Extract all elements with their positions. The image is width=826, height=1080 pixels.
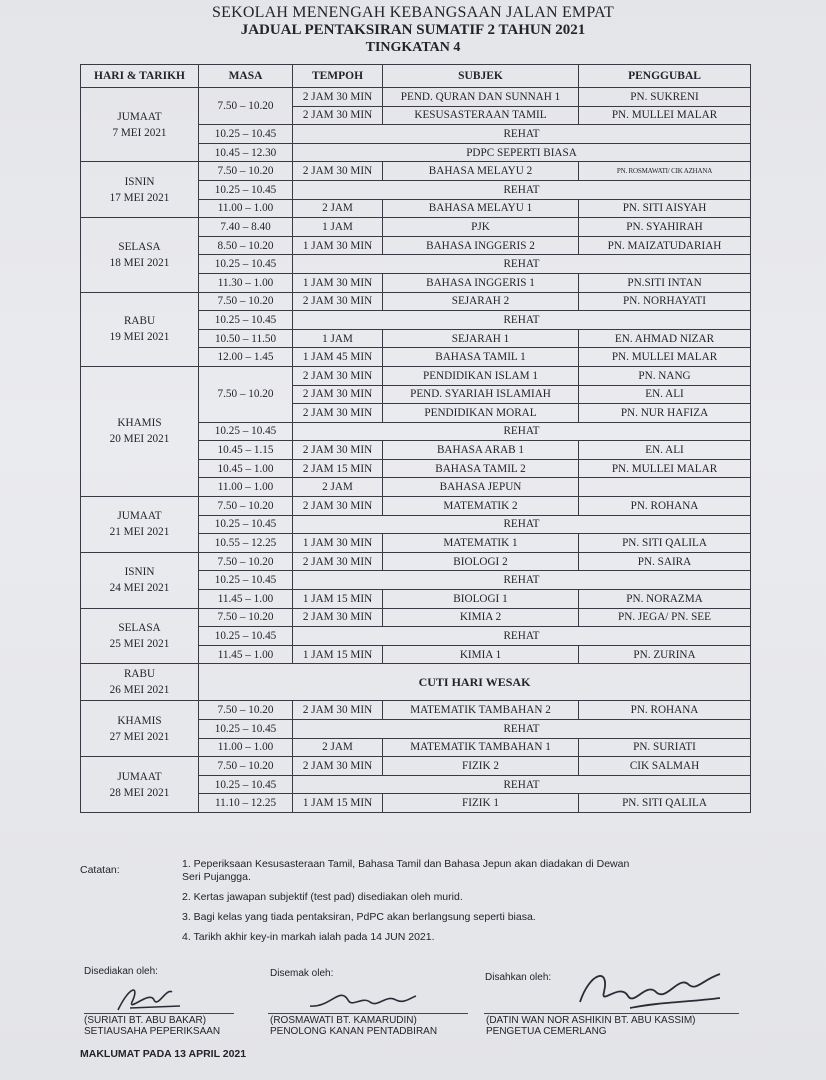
signature-mark-icon bbox=[110, 980, 190, 1020]
signatory-role: PENOLONG KANAN PENTADBIRAN bbox=[270, 1026, 438, 1037]
note-item: 2. Kertas jawapan subjektif (test pad) disediakan oleh murid. bbox=[182, 891, 463, 903]
note-item: 3. Bagi kelas yang tiada pentaksiran, PdPC akan berlangsung seperti biasa. bbox=[182, 911, 536, 923]
table-row bbox=[81, 162, 751, 181]
setter-cell: EN. ALI bbox=[579, 441, 751, 460]
signature-label: Disahkan oleh: bbox=[485, 972, 552, 983]
subject-cell: BAHASA TAMIL 1 bbox=[383, 348, 579, 367]
duration-cell: 2 JAM 30 MIN bbox=[293, 497, 383, 516]
day-date-cell bbox=[81, 366, 199, 496]
signatory-approved bbox=[486, 1015, 695, 1037]
school-name: SEKOLAH MENENGAH KEBANGSAAN JALAN EMPAT bbox=[212, 4, 614, 21]
subject-cell: PEND. SYARIAH ISLAMIAH bbox=[383, 385, 579, 404]
table-row bbox=[81, 701, 751, 720]
day-date-cell bbox=[81, 218, 199, 292]
duration-cell: 1 JAM 15 MIN bbox=[293, 645, 383, 664]
duration-cell: 2 JAM 30 MIN bbox=[293, 757, 383, 776]
signatory-name: (DATIN WAN NOR ASHIKIN BT. ABU KASSIM) bbox=[486, 1015, 696, 1026]
column-header: HARI & TARIKH bbox=[81, 65, 199, 88]
table-row bbox=[81, 608, 751, 627]
setter-cell bbox=[579, 478, 751, 497]
time-cell: 7.50 – 10.20 bbox=[199, 292, 293, 311]
setter-cell: PN. NORHAYATI bbox=[579, 292, 751, 311]
setter-cell: PN. NANG bbox=[579, 366, 751, 385]
setter-cell: PN. JEGA/ PN. SEE bbox=[579, 608, 751, 627]
note-cell: REHAT bbox=[293, 180, 751, 199]
note-cell: REHAT bbox=[293, 255, 751, 274]
subject-cell: BAHASA ARAB 1 bbox=[383, 441, 579, 460]
notes-list bbox=[182, 858, 642, 951]
table-row bbox=[81, 552, 751, 571]
subject-cell: PENDIDIKAN ISLAM 1 bbox=[383, 366, 579, 385]
time-cell: 10.50 – 11.50 bbox=[199, 329, 293, 348]
duration-cell: 2 JAM 30 MIN bbox=[293, 441, 383, 460]
signature-mark-icon bbox=[570, 962, 730, 1017]
time-cell: 10.25 – 10.45 bbox=[199, 571, 293, 590]
day-date-cell bbox=[81, 701, 199, 757]
note-cell: REHAT bbox=[293, 720, 751, 739]
subject-cell: BIOLOGI 1 bbox=[383, 590, 579, 609]
day-name: JUMAAT bbox=[117, 510, 162, 523]
time-cell: 10.25 – 10.45 bbox=[199, 311, 293, 330]
time-cell: 8.50 – 10.20 bbox=[199, 236, 293, 255]
column-header: TEMPOH bbox=[293, 65, 383, 88]
subject-cell: MATEMATIK TAMBAHAN 1 bbox=[383, 738, 579, 757]
setter-cell: EN. ALI bbox=[579, 385, 751, 404]
column-header: SUBJEK bbox=[383, 65, 579, 88]
signature-line bbox=[484, 1013, 739, 1014]
note-cell: REHAT bbox=[293, 515, 751, 534]
time-cell: 11.00 – 1.00 bbox=[199, 199, 293, 218]
setter-cell: PN. MULLEI MALAR bbox=[579, 106, 751, 125]
time-cell: 11.30 – 1.00 bbox=[199, 273, 293, 292]
date-text: 7 MEI 2021 bbox=[112, 126, 167, 139]
time-cell: 7.50 – 10.20 bbox=[199, 757, 293, 776]
day-name: ISNIN bbox=[124, 175, 155, 188]
day-date-cell bbox=[81, 292, 199, 366]
day-name: RABU bbox=[123, 315, 156, 328]
table-row bbox=[81, 664, 751, 701]
form-level: TINGKATAN 4 bbox=[365, 40, 461, 55]
subject-cell: BAHASA INGGERIS 1 bbox=[383, 273, 579, 292]
table-header-row bbox=[81, 65, 751, 88]
table-row bbox=[81, 218, 751, 237]
subject-cell: SEJARAH 1 bbox=[383, 329, 579, 348]
duration-cell: 2 JAM bbox=[293, 199, 383, 218]
setter-cell: PN.SITI INTAN bbox=[579, 273, 751, 292]
time-cell: 10.45 – 1.00 bbox=[199, 459, 293, 478]
subject-cell: KESUSASTERAAN TAMIL bbox=[383, 106, 579, 125]
duration-cell: 1 JAM 15 MIN bbox=[293, 794, 383, 813]
note-cell: REHAT bbox=[293, 627, 751, 646]
date-text: 18 MEI 2021 bbox=[109, 256, 170, 269]
setter-cell: EN. AHMAD NIZAR bbox=[579, 329, 751, 348]
column-header: MASA bbox=[199, 65, 293, 88]
note-cell: REHAT bbox=[293, 775, 751, 794]
duration-cell: 2 JAM 30 MIN bbox=[293, 292, 383, 311]
signatory-prepared bbox=[84, 1015, 220, 1037]
day-date-cell bbox=[81, 608, 199, 664]
duration-cell: 1 JAM 45 MIN bbox=[293, 348, 383, 367]
note-cell: REHAT bbox=[293, 422, 751, 441]
time-cell: 11.00 – 1.00 bbox=[199, 478, 293, 497]
time-cell: 10.25 – 10.45 bbox=[199, 255, 293, 274]
subject-cell: MATEMATIK 2 bbox=[383, 497, 579, 516]
setter-cell: PN. ROSMAWATI/ CIK AZHANA bbox=[579, 162, 751, 181]
date-text: 20 MEI 2021 bbox=[109, 433, 170, 446]
duration-cell: 2 JAM 30 MIN bbox=[293, 106, 383, 125]
note-item: 4. Tarikh akhir key-in markah ialah pada 14 JUN 2021. bbox=[182, 931, 435, 943]
time-cell: 10.25 – 10.45 bbox=[199, 422, 293, 441]
duration-cell: 1 JAM 15 MIN bbox=[293, 590, 383, 609]
subject-cell: PJK bbox=[383, 218, 579, 237]
note-cell: PDPC SEPERTI BIASA bbox=[293, 143, 751, 162]
setter-cell: PN. SURIATI bbox=[579, 738, 751, 757]
subject-cell: BAHASA TAMIL 2 bbox=[383, 459, 579, 478]
time-cell: 10.25 – 10.45 bbox=[199, 125, 293, 144]
setter-cell: PN. SITI QALILA bbox=[579, 534, 751, 553]
time-cell: 10.25 – 10.45 bbox=[199, 515, 293, 534]
subject-cell: BAHASA MELAYU 1 bbox=[383, 199, 579, 218]
time-cell: 11.00 – 1.00 bbox=[199, 738, 293, 757]
date-text: 27 MEI 2021 bbox=[109, 730, 170, 743]
time-cell: 10.25 – 10.45 bbox=[199, 180, 293, 199]
setter-cell: PN. NORAZMA bbox=[579, 590, 751, 609]
subject-cell: MATEMATIK 1 bbox=[383, 534, 579, 553]
signature-label: Disemak oleh: bbox=[270, 968, 334, 979]
subject-cell: KIMIA 2 bbox=[383, 608, 579, 627]
time-cell: 10.45 – 1.15 bbox=[199, 441, 293, 460]
setter-cell: PN. ROHANA bbox=[579, 701, 751, 720]
signatory-role: PENGETUA CEMERLANG bbox=[486, 1026, 607, 1037]
signatory-name: (ROSMAWATI BT. KAMARUDIN) bbox=[270, 1015, 417, 1026]
schedule-body bbox=[81, 88, 751, 813]
duration-cell: 2 JAM 30 MIN bbox=[293, 88, 383, 107]
time-cell: 12.00 – 1.45 bbox=[199, 348, 293, 367]
holiday-cell: CUTI HARI WESAK bbox=[199, 664, 751, 701]
duration-cell: 1 JAM bbox=[293, 329, 383, 348]
duration-cell: 2 JAM 30 MIN bbox=[293, 552, 383, 571]
signatory-role: SETIAUSAHA PEPERIKSAAN bbox=[84, 1026, 221, 1037]
setter-cell: PN. NUR HAFIZA bbox=[579, 404, 751, 423]
date-text: 17 MEI 2021 bbox=[109, 191, 170, 204]
date-text: 21 MEI 2021 bbox=[109, 526, 170, 539]
table-row bbox=[81, 497, 751, 516]
day-name: JUMAAT bbox=[117, 770, 162, 783]
duration-cell: 2 JAM 30 MIN bbox=[293, 366, 383, 385]
time-cell: 7.50 – 10.20 bbox=[199, 497, 293, 516]
signatory-name: (SURIATI BT. ABU BAKAR) bbox=[84, 1015, 207, 1026]
subject-cell: FIZIK 2 bbox=[383, 757, 579, 776]
subject-cell: BAHASA MELAYU 2 bbox=[383, 162, 579, 181]
note-cell: REHAT bbox=[293, 571, 751, 590]
day-date-cell bbox=[81, 757, 199, 813]
setter-cell: PN. MULLEI MALAR bbox=[579, 348, 751, 367]
table-row bbox=[81, 88, 751, 107]
day-name: JUMAAT bbox=[117, 110, 162, 123]
time-cell: 7.50 – 10.20 bbox=[199, 162, 293, 181]
time-cell: 7.50 – 10.20 bbox=[199, 552, 293, 571]
subject-cell: SEJARAH 2 bbox=[383, 292, 579, 311]
date-text: 26 MEI 2021 bbox=[109, 684, 170, 697]
info-date-footer: MAKLUMAT PADA 13 APRIL 2021 bbox=[80, 1048, 247, 1060]
setter-cell: PN. ZURINA bbox=[579, 645, 751, 664]
note-cell: REHAT bbox=[293, 311, 751, 330]
subject-cell: BIOLOGI 2 bbox=[383, 552, 579, 571]
document-title: JADUAL PENTAKSIRAN SUMATIF 2 TAHUN 2021 bbox=[240, 22, 586, 38]
date-text: 28 MEI 2021 bbox=[109, 786, 170, 799]
date-text: 19 MEI 2021 bbox=[109, 331, 170, 344]
time-cell: 10.25 – 10.45 bbox=[199, 720, 293, 739]
time-cell: 10.25 – 10.45 bbox=[199, 627, 293, 646]
day-date-cell bbox=[81, 552, 199, 608]
signature-line bbox=[84, 1013, 234, 1014]
subject-cell: MATEMATIK TAMBAHAN 2 bbox=[383, 701, 579, 720]
subject-cell: BAHASA JEPUN bbox=[383, 478, 579, 497]
exam-schedule-table bbox=[80, 64, 751, 813]
duration-cell: 2 JAM 15 MIN bbox=[293, 459, 383, 478]
time-cell: 11.45 – 1.00 bbox=[199, 645, 293, 664]
day-date-cell bbox=[81, 162, 199, 218]
setter-cell: PN. SUKRENI bbox=[579, 88, 751, 107]
signature-block-approved bbox=[485, 972, 551, 983]
setter-cell: PN. SITI AISYAH bbox=[579, 199, 751, 218]
signature-line bbox=[268, 1013, 468, 1014]
time-cell: 7.50 – 10.20 bbox=[199, 366, 293, 422]
note-cell: REHAT bbox=[293, 125, 751, 144]
time-cell: 11.45 – 1.00 bbox=[199, 590, 293, 609]
time-cell: 10.45 – 12.30 bbox=[199, 143, 293, 162]
duration-cell: 1 JAM bbox=[293, 218, 383, 237]
day-date-cell bbox=[81, 664, 199, 701]
subject-cell: KIMIA 1 bbox=[383, 645, 579, 664]
time-cell: 7.50 – 10.20 bbox=[199, 701, 293, 720]
day-name: SELASA bbox=[118, 240, 161, 253]
signature-block-prepared bbox=[84, 966, 158, 977]
signatory-checked bbox=[270, 1015, 437, 1037]
day-name: RABU bbox=[123, 668, 156, 681]
setter-cell: CIK SALMAH bbox=[579, 757, 751, 776]
duration-cell: 1 JAM 30 MIN bbox=[293, 236, 383, 255]
duration-cell: 2 JAM 30 MIN bbox=[293, 404, 383, 423]
notes-label: Catatan: bbox=[80, 864, 120, 876]
date-text: 25 MEI 2021 bbox=[109, 638, 170, 651]
column-header: PENGGUBAL bbox=[579, 65, 751, 88]
day-name: KHAMIS bbox=[117, 714, 162, 727]
setter-cell: PN. SYAHIRAH bbox=[579, 218, 751, 237]
time-cell: 11.10 – 12.25 bbox=[199, 794, 293, 813]
time-cell: 10.55 – 12.25 bbox=[199, 534, 293, 553]
duration-cell: 2 JAM 30 MIN bbox=[293, 701, 383, 720]
day-name: ISNIN bbox=[124, 566, 155, 579]
time-cell: 7.40 – 8.40 bbox=[199, 218, 293, 237]
day-name: KHAMIS bbox=[117, 417, 162, 430]
duration-cell: 1 JAM 30 MIN bbox=[293, 534, 383, 553]
duration-cell: 2 JAM bbox=[293, 738, 383, 757]
subject-cell: BAHASA INGGERIS 2 bbox=[383, 236, 579, 255]
note-item: 1. Peperiksaan Kesusasteraan Tamil, Bahasa Tamil dan Bahasa Jepun akan diadakan di Dewan Seri Pujangga. bbox=[182, 858, 630, 883]
time-cell: 7.50 – 10.20 bbox=[199, 88, 293, 125]
table-row bbox=[81, 757, 751, 776]
day-date-cell bbox=[81, 497, 199, 553]
day-date-cell bbox=[81, 88, 199, 162]
setter-cell: PN. MAIZATUDARIAH bbox=[579, 236, 751, 255]
subject-cell: PENDIDIKAN MORAL bbox=[383, 404, 579, 423]
duration-cell: 2 JAM 30 MIN bbox=[293, 608, 383, 627]
setter-cell: PN. SAIRA bbox=[579, 552, 751, 571]
setter-cell: PN. SITI QALILA bbox=[579, 794, 751, 813]
time-cell: 7.50 – 10.20 bbox=[199, 608, 293, 627]
duration-cell: 2 JAM 30 MIN bbox=[293, 385, 383, 404]
table-row bbox=[81, 366, 751, 385]
day-name: SELASA bbox=[118, 622, 161, 635]
subject-cell: PEND. QURAN DAN SUNNAH 1 bbox=[383, 88, 579, 107]
signature-mark-icon bbox=[300, 978, 420, 1018]
duration-cell: 2 JAM bbox=[293, 478, 383, 497]
setter-cell: PN. ROHANA bbox=[579, 497, 751, 516]
subject-cell: FIZIK 1 bbox=[383, 794, 579, 813]
duration-cell: 2 JAM 30 MIN bbox=[293, 162, 383, 181]
date-text: 24 MEI 2021 bbox=[109, 582, 170, 595]
time-cell: 10.25 – 10.45 bbox=[199, 775, 293, 794]
table-row bbox=[81, 292, 751, 311]
setter-cell: PN. MULLEI MALAR bbox=[579, 459, 751, 478]
duration-cell: 1 JAM 30 MIN bbox=[293, 273, 383, 292]
signature-label: Disediakan oleh: bbox=[84, 966, 158, 977]
